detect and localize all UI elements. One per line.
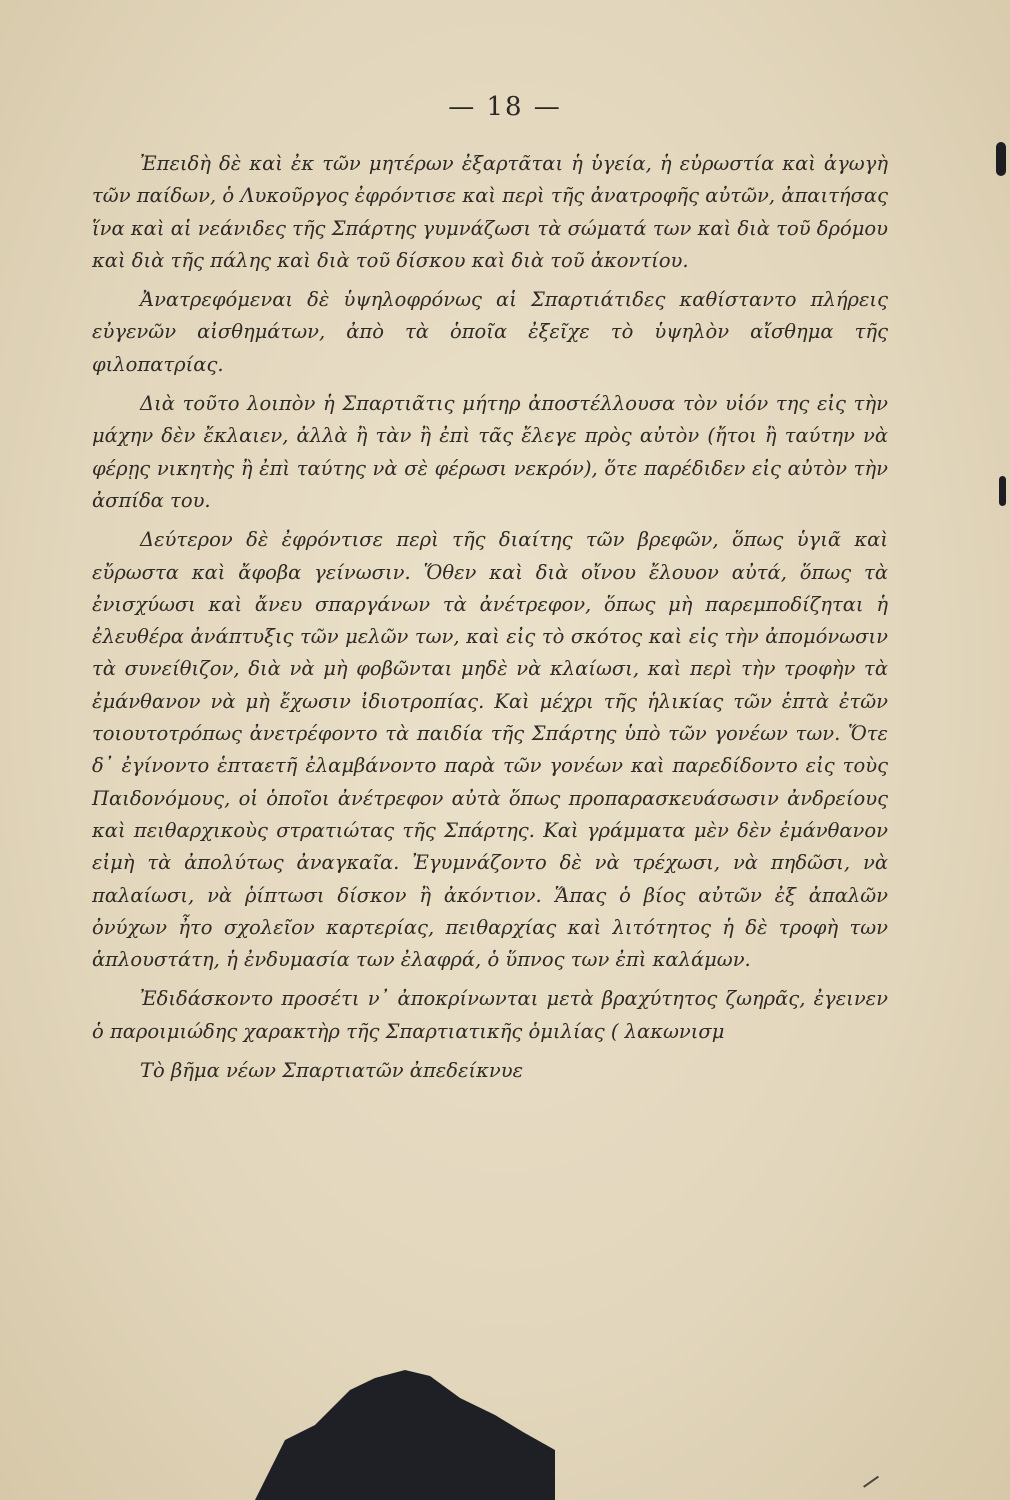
torn-corner-damage bbox=[255, 1370, 555, 1500]
edge-ink-mark bbox=[996, 142, 1006, 176]
edge-ink-mark-2 bbox=[999, 476, 1006, 506]
paragraph-4: Δεύτερον δὲ ἐφρόντισε περὶ τῆς διαίτης τῶν βρεφῶν, ὅπως ὑγιᾶ καὶ εὔρωστα καὶ ἄφοβα γείνωσιν. Ὅθεν καὶ διὰ οἴνου ἔλουον αὐτά, ὅπως τὰ ἐνισχύωσι καὶ ἄνευ σπαργάνων τὰ ἀνέτρεφον, ὅπως μὴ παρεμποδίζηται ἡ ἐλευθέρα ἀνάπτυξις τῶν μελῶν των, καὶ εἰς τὸ σκότος καὶ εἰς τὴν ἀπομόνωσιν τὰ συνείθιζον, διὰ νὰ μὴ φοβῶνται μηδὲ νὰ κλαίωσι, καὶ περὶ τὴν τροφὴν τὰ ἐμάνθανον νὰ μὴ ἔχωσιν ἰδιοτροπίας. Καὶ μέχρι τῆς ἡλικίας τῶν ἑπτὰ ἐτῶν τοιουτοτρόπως ἀνετρέφοντο τὰ παιδία τῆς Σπάρτης ὑπὸ τῶν γονέων των. Ὅτε δ᾽ ἐγίνοντο ἑπταετῆ ἐλαμβάνοντο παρὰ τῶν γονέων καὶ παρεδίδοντο εἰς τοὺς Παιδονόμους, οἱ ὁποῖοι ἀνέτρεφον αὐτὰ ὅπως προπαρασκευάσωσιν ἀνδρείους καὶ πειθαρχικοὺς στρατιώτας τῆς Σπάρτης. Καὶ γράμματα μὲν δὲν ἐμάνθανον εἰμὴ τὰ ἀπολύτως ἀναγκαῖα. Ἐγυμνάζοντο δὲ νὰ τρέχωσι, νὰ πηδῶσι, νὰ παλαίωσι, νὰ ῥίπτωσι δίσκον ἢ ἀκόντιον. Ἅπας ὁ βίος αὐτῶν ἐξ ἀπαλῶν ὀνύχων ἦτο σχολεῖον καρτερίας, πειθαρχίας καὶ λιτότητος ἡ δὲ τροφὴ των ἁπλουστάτη, ἡ ἐνδυμασία των ἐλαφρά, ὁ ὕπνος των ἐπὶ καλάμων. bbox=[92, 528, 888, 972]
paragraph-6: Τὸ βῆμα νέων Σπαρτιατῶν ἀπεδείκνυε bbox=[140, 1059, 524, 1083]
paragraph-5: Ἐδιδάσκοντο προσέτι ν᾽ ἀποκρίνωνται μετὰ βραχύτητος ζωηρᾶς, ἐγεινεν ὁ παροιμιώδης χαρακτὴρ τῆς Σπαρτιατικῆς ὁμιλίας ( λακωνισμ bbox=[92, 987, 888, 1043]
paragraph-3: Διὰ τοῦτο λοιπὸν ἡ Σπαρτιᾶτις μήτηρ ἀποστέλλουσα τὸν υἱόν της εἰς τὴν μάχην δὲν ἔκλαιεν, ἀλλὰ ἢ τὰν ἢ ἐπὶ τᾶς ἔλεγε πρὸς αὐτὸν (ἤτοι ἢ ταύτην νὰ φέρῃς νικητὴς ἢ ἐπὶ ταύτης νὰ σὲ φέρωσι νεκρόν), ὅτε παρέδιδεν εἰς αὐτὸν τὴν ἀσπίδα του. bbox=[92, 392, 888, 512]
paragraph-2: Ἀνατρεφόμεναι δὲ ὑψηλοφρόνως αἱ Σπαρτιάτιδες καθίσταντο πλήρεις εὐγενῶν αἰσθημάτων, ἀπὸ τὰ ὁποῖα ἐξεῖχε τὸ ὑψηλὸν αἴσθημα τῆς φιλοπατρίας. bbox=[92, 288, 888, 376]
paragraph-1: Ἐπειδὴ δὲ καὶ ἐκ τῶν μητέρων ἐξαρτᾶται ἡ ὑγεία, ἡ εὐρωστία καὶ ἀγωγὴ τῶν παίδων, ὁ Λυκοῦργος ἐφρόντισε καὶ περὶ τῆς ἀνατροφῆς αὐτῶν, ἀπαιτήσας ἵνα καὶ αἱ νεάνιδες τῆς Σπάρτης γυμνάζωσι τὰ σώματά των καὶ διὰ τοῦ δρόμου καὶ διὰ τῆς πάλης καὶ διὰ τοῦ δίσκου καὶ διὰ τοῦ ἀκοντίου. bbox=[92, 152, 888, 272]
margin-pencil-mark bbox=[855, 1464, 879, 1487]
page-number: — 18 — bbox=[448, 92, 562, 122]
body-text bbox=[92, 148, 888, 1087]
